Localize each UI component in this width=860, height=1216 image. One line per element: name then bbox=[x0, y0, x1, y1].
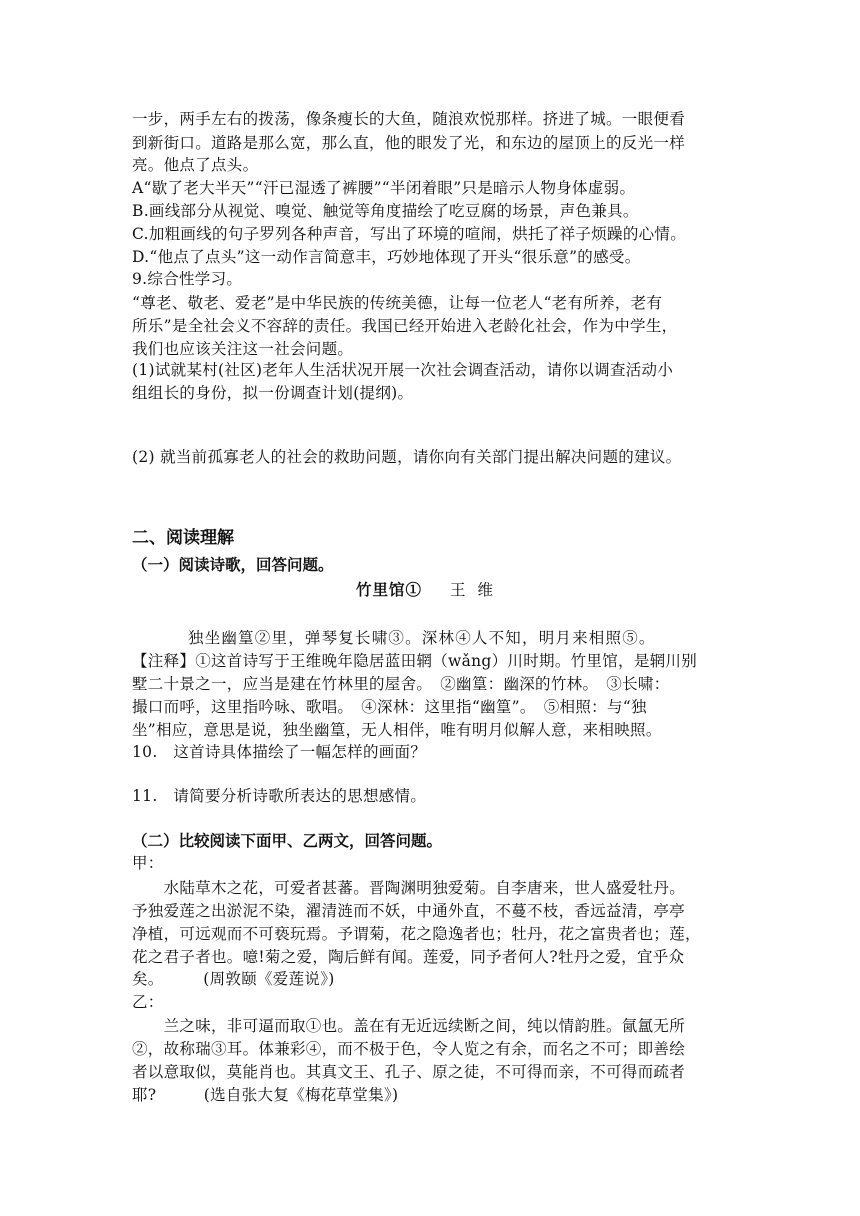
jia-text-line: 花之君子者也。噫!菊之爱，陶后鲜有闻。莲爱，同予者何人?牡丹之爱，宜乎众 bbox=[132, 948, 685, 966]
jia-text-line: 净植，可远观而不可亵玩焉。予谓菊，花之隐逸者也；牡丹，花之富贵者也；莲， bbox=[132, 925, 701, 943]
option-b: B.画线部分从视觉、嗅觉、触觉等角度描绘了吃豆腐的场景，声色兼具。 bbox=[132, 202, 639, 220]
question-9-sub1-line: 组组长的身份，拟一份调查计划(提纲)。 bbox=[132, 384, 414, 402]
option-d: D.“他点了点头”这一动作言简意丰，巧妙地体现了开头“很乐意”的感受。 bbox=[132, 248, 641, 266]
passage-line: 一步，两手左右的拨荡，像条瘦长的大鱼，随浪欢悦那样。挤进了城。一眼便看 bbox=[132, 110, 686, 128]
section-2-title: 二、阅读理解 bbox=[132, 528, 234, 548]
yi-text-line: 兰之味，非可逼而取①也。盖在有无近远续断之间，纯以情韵胜。氤氲无所 bbox=[132, 1017, 686, 1035]
jia-text-line: 予独爱莲之出淤泥不染，濯清涟而不妖，中通外直，不蔓不枝，香远益清，亭亭 bbox=[132, 902, 686, 920]
yi-label: 乙： bbox=[132, 993, 164, 1011]
question-9-sub2: (2) 就当前孤寡老人的社会的救助问题，请你向有关部门提出解决问题的建议。 bbox=[132, 448, 682, 466]
jia-label: 甲： bbox=[132, 854, 164, 872]
question-9-intro-line: “尊老、敬老、爱老”是中华民族的传统美德，让每一位老人“老有所养，老有 bbox=[132, 294, 663, 312]
passage-line: 亮。他点了点头。 bbox=[132, 156, 259, 174]
notes-line: 坐”相应，意思是说，独坐幽篁，无人相伴，唯有明月似解人意，来相映照。 bbox=[132, 721, 662, 739]
poem-text: 独坐幽篁②里，弹琴复长啸③。深林④人不知，明月来相照⑤。 bbox=[188, 629, 656, 647]
poem-author: 王维 bbox=[450, 581, 506, 599]
question-9-intro-line: 我们也应该关注这一社会问题。 bbox=[132, 340, 354, 358]
yi-text-line: 耶? (选自张大复《梅花草堂集》) bbox=[132, 1086, 399, 1104]
option-a: A“歇了老大半天”“汗已湿透了裤腰”“半闭着眼”只是暗示人物身体虚弱。 bbox=[132, 179, 636, 197]
yi-text-line: ②，故称瑞③耳。体兼彩④，而不极于色，令人览之有余，而名之不可；即善绘 bbox=[132, 1040, 686, 1058]
question-9-sub1-line: (1)试就某村(社区)老年人生活状况开展一次社会调查活动，请你以调查活动小 bbox=[132, 361, 674, 379]
question-10: 10. 这首诗具体描绘了一幅怎样的画面？ bbox=[132, 743, 427, 761]
notes-line: 撮口而呼，这里指吟咏、歌唱。 ④深林：这里指“幽篁”。 ⑤相照：与“独 bbox=[132, 698, 647, 716]
poem-title: 竹里馆① bbox=[356, 580, 423, 599]
question-9-title: 9.综合性学习。 bbox=[132, 270, 243, 288]
passage-line: 到新街口。道路是那么宽，那么直，他的眼发了光，和东边的屋顶上的反光一样 bbox=[132, 134, 686, 152]
jia-text-line: 水陆草木之花，可爱者甚蕃。晋陶渊明独爱菊。自李唐来，世人盛爱牡丹。 bbox=[132, 879, 686, 897]
notes-line: 墅二十景之一，应当是建在竹林里的屋舍。 ②幽篁：幽深的竹林。 ③长啸： bbox=[132, 675, 670, 693]
option-c: C.加粗画线的句子罗列各种声音，写出了环境的喧闹，烘托了祥子烦躁的心情。 bbox=[132, 225, 687, 243]
part-1-title: （一）阅读诗歌，回答问题。 bbox=[132, 556, 334, 574]
notes-line: 【注释】①这首诗写于王维晚年隐居蓝田辋（wǎng）川时期。竹里馆，是辋川别 bbox=[132, 652, 698, 670]
yi-text-line: 者以意取似，莫能肖也。其真文王、孔子、原之徒，不可得而亲，不可得而疏者 bbox=[132, 1063, 686, 1081]
question-11: 11. 请简要分析诗歌所表达的思想感情。 bbox=[132, 787, 427, 805]
part-2-title: （二）比较阅读下面甲、乙两文，回答问题。 bbox=[132, 832, 443, 850]
question-9-intro-line: 所乐”是全社会义不容辞的责任。我国已经开始进入老龄化社会，作为中学生， bbox=[132, 317, 678, 335]
jia-text-line: 矣。 (周敦颐《爱莲说》) bbox=[132, 970, 335, 988]
